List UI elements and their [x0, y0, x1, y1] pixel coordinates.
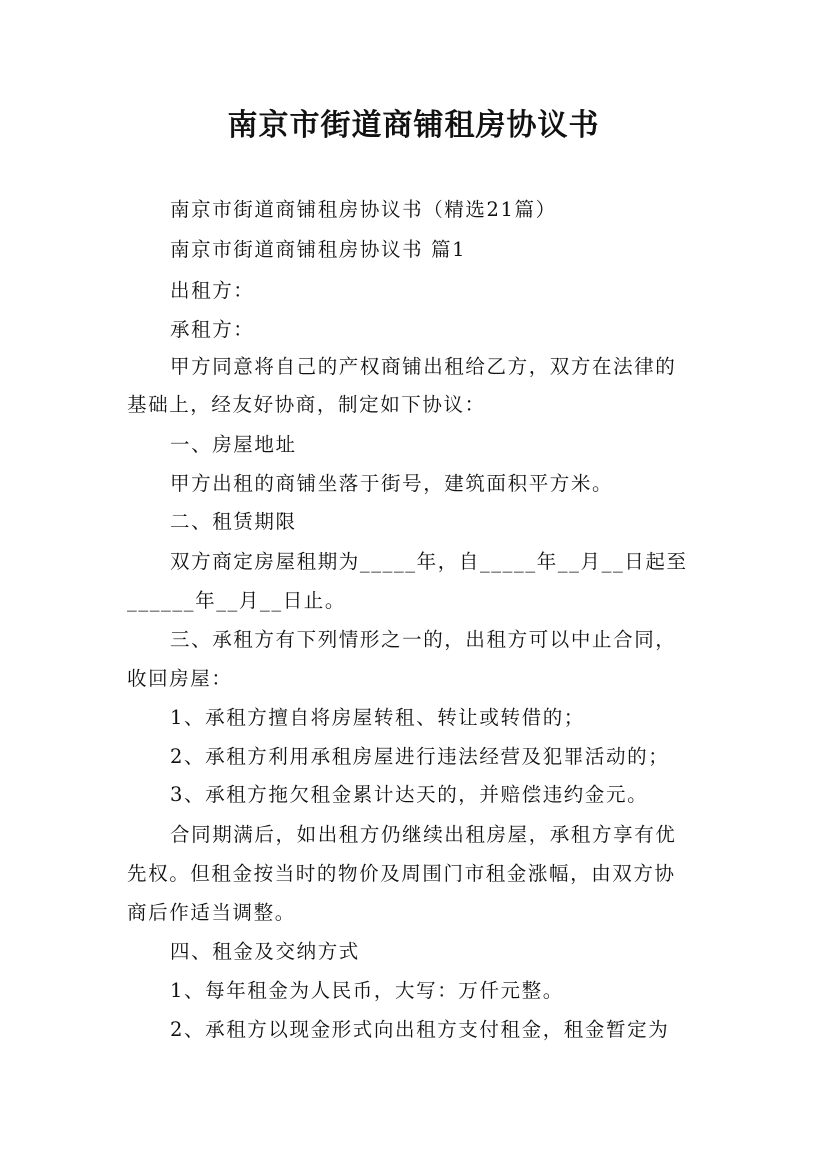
- section-heading-line: 南京市街道商铺租房协议书 篇1: [170, 238, 467, 261]
- clause-heading: 二、租赁期限: [170, 510, 297, 533]
- paragraph-line: ______年__月__日止。: [127, 589, 346, 612]
- paragraph-line: 收回房屋：: [127, 667, 233, 690]
- list-item: 3、承租方拖欠租金累计达天的，并赔偿违约金元。: [170, 783, 649, 806]
- paragraph-line: 双方商定房屋租期为_____年，自_____年__月__日起至: [170, 550, 688, 573]
- list-item: 1、承租方擅自将房屋转租、转让或转借的；: [170, 706, 585, 729]
- paragraph-line: 甲方同意将自己的产权商铺出租给乙方，双方在法律的: [170, 355, 677, 378]
- clause-heading: 三、承租方有下列情形之一的，出租方可以中止合同，: [170, 628, 677, 651]
- clause-heading: 一、房屋地址: [170, 433, 297, 456]
- list-item: 1、每年租金为人民币，大写：万仟元整。: [170, 979, 564, 1002]
- lessor-label: 出租方：: [170, 279, 255, 302]
- clause-heading: 四、租金及交纳方式: [170, 940, 360, 963]
- list-item: 2、承租方利用承租房屋进行违法经营及犯罪活动的；: [170, 745, 670, 768]
- lessee-label: 承租方：: [170, 318, 255, 341]
- paragraph-line: 基础上，经友好协商，制定如下协议：: [127, 393, 486, 416]
- paragraph-line: 商后作适当调整。: [127, 901, 296, 924]
- paragraph-line: 合同期满后，如出租方仍继续出租房屋，承租方享有优: [170, 823, 677, 846]
- paragraph-line: 甲方出租的商铺坐落于街号，建筑面积平方米。: [170, 472, 614, 495]
- list-item: 2、承租方以现金形式向出租方支付租金，租金暂定为: [170, 1018, 670, 1041]
- subtitle-line: 南京市街道商铺租房协议书（精选21篇）: [170, 198, 557, 221]
- paragraph-line: 先权。但租金按当时的物价及周围门市租金涨幅，由双方协: [127, 862, 676, 885]
- document-title: 南京市街道商铺租房协议书: [227, 108, 600, 143]
